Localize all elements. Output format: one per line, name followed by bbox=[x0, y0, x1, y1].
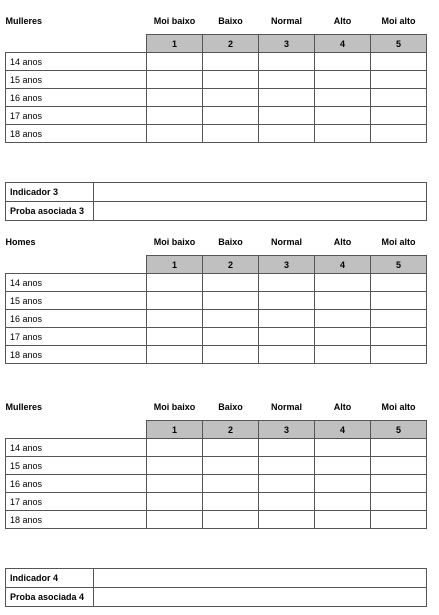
score-cell[interactable] bbox=[259, 511, 315, 529]
score-cell[interactable] bbox=[371, 53, 427, 71]
level-header: Moi alto bbox=[381, 16, 416, 26]
indicator-value-field[interactable] bbox=[94, 569, 427, 588]
score-cell[interactable] bbox=[147, 511, 203, 529]
score-cell[interactable] bbox=[259, 310, 315, 328]
score-cell[interactable] bbox=[203, 53, 259, 71]
table-row bbox=[6, 475, 427, 493]
score-cell[interactable] bbox=[315, 310, 371, 328]
table-row bbox=[6, 71, 427, 89]
score-cell[interactable] bbox=[203, 107, 259, 125]
level-number: 3 bbox=[259, 421, 315, 439]
table-row bbox=[6, 89, 427, 107]
score-cell[interactable] bbox=[147, 71, 203, 89]
score-cell[interactable] bbox=[203, 310, 259, 328]
score-cell[interactable] bbox=[259, 125, 315, 143]
level-header: Normal bbox=[270, 402, 302, 412]
score-cell[interactable] bbox=[203, 511, 259, 529]
indicator-4-box bbox=[5, 568, 427, 607]
score-cell[interactable] bbox=[315, 53, 371, 71]
level-header: Moi baixo bbox=[153, 237, 196, 247]
level-number: 3 bbox=[259, 256, 315, 274]
score-cell[interactable] bbox=[259, 457, 315, 475]
header-spacer bbox=[6, 35, 147, 53]
table-title: Mulleres bbox=[5, 402, 43, 412]
score-cell[interactable] bbox=[315, 346, 371, 364]
score-cell[interactable] bbox=[259, 89, 315, 107]
score-cell[interactable] bbox=[315, 107, 371, 125]
score-cell[interactable] bbox=[315, 475, 371, 493]
level-number: 5 bbox=[371, 35, 427, 53]
score-cell[interactable] bbox=[203, 493, 259, 511]
level-number: 1 bbox=[147, 35, 203, 53]
score-cell[interactable] bbox=[147, 125, 203, 143]
age-label: 16 anos bbox=[6, 310, 147, 328]
score-cell[interactable] bbox=[371, 89, 427, 107]
score-cell[interactable] bbox=[371, 107, 427, 125]
indicator-value-field[interactable] bbox=[94, 183, 427, 202]
level-header: Alto bbox=[333, 237, 352, 247]
level-number: 2 bbox=[203, 256, 259, 274]
score-cell[interactable] bbox=[259, 107, 315, 125]
age-label: 15 anos bbox=[6, 71, 147, 89]
table-row bbox=[6, 493, 427, 511]
score-cell[interactable] bbox=[147, 346, 203, 364]
indicator-label: Indicador 3 bbox=[6, 183, 94, 202]
score-cell[interactable] bbox=[259, 328, 315, 346]
score-cell[interactable] bbox=[371, 493, 427, 511]
score-cell[interactable] bbox=[259, 493, 315, 511]
score-cell[interactable] bbox=[203, 475, 259, 493]
score-cell[interactable] bbox=[147, 89, 203, 107]
age-label: 18 anos bbox=[6, 346, 147, 364]
score-cell[interactable] bbox=[371, 511, 427, 529]
age-label: 16 anos bbox=[6, 475, 147, 493]
score-cell[interactable] bbox=[315, 328, 371, 346]
age-label: 17 anos bbox=[6, 328, 147, 346]
level-header: Alto bbox=[333, 402, 352, 412]
level-header: Normal bbox=[270, 16, 302, 26]
age-label: 17 anos bbox=[6, 107, 147, 125]
age-label: 15 anos bbox=[6, 457, 147, 475]
score-cell[interactable] bbox=[147, 292, 203, 310]
score-cell[interactable] bbox=[371, 125, 427, 143]
level-number: 2 bbox=[203, 35, 259, 53]
score-cell[interactable] bbox=[147, 107, 203, 125]
level-number: 1 bbox=[147, 256, 203, 274]
table-row bbox=[6, 439, 427, 457]
table-title: Homes bbox=[5, 237, 36, 247]
table-row bbox=[6, 310, 427, 328]
indicator-label: Indicador 4 bbox=[6, 569, 94, 588]
table-row bbox=[6, 53, 427, 71]
score-cell[interactable] bbox=[315, 493, 371, 511]
score-cell[interactable] bbox=[147, 328, 203, 346]
score-cell[interactable] bbox=[315, 125, 371, 143]
score-cell[interactable] bbox=[371, 346, 427, 364]
table-mulleres-1 bbox=[5, 16, 427, 143]
score-cell[interactable] bbox=[371, 475, 427, 493]
age-label: 14 anos bbox=[6, 439, 147, 457]
score-cell[interactable] bbox=[203, 328, 259, 346]
score-cell[interactable] bbox=[147, 439, 203, 457]
indicator-table bbox=[5, 182, 427, 221]
header-spacer bbox=[6, 256, 147, 274]
level-number: 2 bbox=[203, 421, 259, 439]
level-header: Moi baixo bbox=[153, 402, 196, 412]
age-label: 18 anos bbox=[6, 125, 147, 143]
table-row bbox=[6, 328, 427, 346]
level-header: Baixo bbox=[218, 16, 243, 26]
table-title: Mulleres bbox=[5, 16, 43, 26]
level-header: Alto bbox=[333, 16, 352, 26]
table-row bbox=[6, 457, 427, 475]
level-number: 3 bbox=[259, 35, 315, 53]
score-cell[interactable] bbox=[315, 457, 371, 475]
level-number: 5 bbox=[371, 421, 427, 439]
score-cell[interactable] bbox=[259, 292, 315, 310]
proba-value-field[interactable] bbox=[94, 202, 427, 221]
score-cell[interactable] bbox=[371, 292, 427, 310]
score-grid bbox=[5, 16, 427, 143]
header-spacer bbox=[6, 421, 147, 439]
score-cell[interactable] bbox=[371, 310, 427, 328]
score-cell[interactable] bbox=[259, 475, 315, 493]
level-number: 4 bbox=[315, 35, 371, 53]
proba-label: Proba asociada 3 bbox=[6, 202, 94, 221]
level-number: 1 bbox=[147, 421, 203, 439]
score-cell[interactable] bbox=[203, 89, 259, 107]
score-cell[interactable] bbox=[259, 439, 315, 457]
proba-value-field[interactable] bbox=[94, 588, 427, 607]
score-cell[interactable] bbox=[203, 292, 259, 310]
level-number: 4 bbox=[315, 256, 371, 274]
table-row bbox=[6, 274, 427, 292]
age-label: 15 anos bbox=[6, 292, 147, 310]
table-row bbox=[6, 511, 427, 529]
score-cell[interactable] bbox=[147, 274, 203, 292]
proba-label: Proba asociada 4 bbox=[6, 588, 94, 607]
score-grid bbox=[5, 237, 427, 364]
age-label: 17 anos bbox=[6, 493, 147, 511]
score-cell[interactable] bbox=[371, 439, 427, 457]
score-cell[interactable] bbox=[315, 71, 371, 89]
level-header: Baixo bbox=[218, 402, 243, 412]
score-cell[interactable] bbox=[371, 274, 427, 292]
score-cell[interactable] bbox=[147, 457, 203, 475]
table-homes bbox=[5, 237, 427, 364]
table-row bbox=[6, 107, 427, 125]
level-header: Moi alto bbox=[381, 237, 416, 247]
score-cell[interactable] bbox=[203, 346, 259, 364]
level-number: 5 bbox=[371, 256, 427, 274]
score-cell[interactable] bbox=[315, 89, 371, 107]
score-cell[interactable] bbox=[203, 125, 259, 143]
score-cell[interactable] bbox=[315, 274, 371, 292]
score-cell[interactable] bbox=[147, 475, 203, 493]
age-label: 16 anos bbox=[6, 89, 147, 107]
score-cell[interactable] bbox=[203, 457, 259, 475]
table-row bbox=[6, 125, 427, 143]
table-row bbox=[6, 292, 427, 310]
level-header: Baixo bbox=[218, 237, 243, 247]
score-cell[interactable] bbox=[147, 310, 203, 328]
score-cell[interactable] bbox=[203, 274, 259, 292]
indicator-3-box bbox=[5, 182, 427, 221]
score-cell[interactable] bbox=[259, 274, 315, 292]
score-cell[interactable] bbox=[371, 457, 427, 475]
indicator-table bbox=[5, 568, 427, 607]
score-grid bbox=[5, 402, 427, 529]
score-cell[interactable] bbox=[259, 53, 315, 71]
score-cell[interactable] bbox=[259, 71, 315, 89]
score-cell[interactable] bbox=[147, 53, 203, 71]
level-header: Moi baixo bbox=[153, 16, 196, 26]
age-label: 14 anos bbox=[6, 274, 147, 292]
score-cell[interactable] bbox=[203, 439, 259, 457]
score-cell[interactable] bbox=[259, 346, 315, 364]
level-header: Moi alto bbox=[381, 402, 416, 412]
table-row bbox=[6, 346, 427, 364]
score-cell[interactable] bbox=[147, 493, 203, 511]
score-cell[interactable] bbox=[315, 292, 371, 310]
score-cell[interactable] bbox=[315, 511, 371, 529]
score-cell[interactable] bbox=[371, 71, 427, 89]
age-label: 18 anos bbox=[6, 511, 147, 529]
level-number: 4 bbox=[315, 421, 371, 439]
score-cell[interactable] bbox=[315, 439, 371, 457]
score-cell[interactable] bbox=[203, 71, 259, 89]
level-header: Normal bbox=[270, 237, 302, 247]
age-label: 14 anos bbox=[6, 53, 147, 71]
score-cell[interactable] bbox=[371, 328, 427, 346]
table-mulleres-2 bbox=[5, 402, 427, 529]
